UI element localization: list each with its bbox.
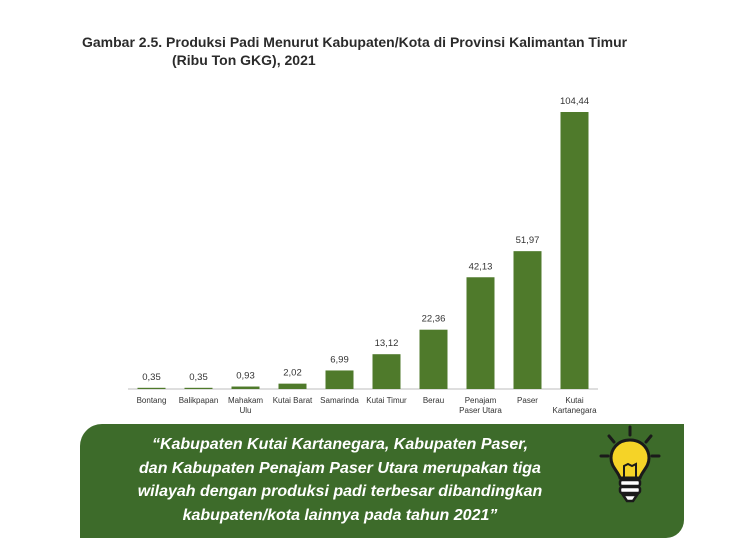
category-label-2-1: Ulu	[239, 406, 252, 415]
bar-3	[279, 384, 307, 389]
bar-5	[373, 354, 401, 389]
category-label-6-0: Berau	[422, 396, 445, 405]
quote-text	[96, 433, 584, 527]
bar-4	[326, 370, 354, 389]
bar-8	[514, 251, 542, 389]
category-label-8-0: Paser	[517, 396, 538, 405]
bar-7	[467, 277, 495, 389]
bar-0	[138, 388, 166, 389]
value-label-8: 51,97	[515, 235, 540, 247]
value-label-9: 104,44	[559, 96, 590, 107]
bar-1	[185, 388, 213, 389]
lightbulb-icon	[598, 424, 662, 508]
quote-line-4: kabupaten/kota lainnya pada tahun 2021”	[182, 506, 498, 524]
bar-6	[420, 330, 448, 389]
chart-title-line2: (Ribu Ton GKG), 2021	[172, 52, 316, 68]
category-label-0-0: Bontang	[136, 396, 167, 405]
value-label-2: 0,93	[236, 370, 255, 382]
chart-title-line1: Gambar 2.5. Produksi Padi Menurut Kabupaten/Kota di Provinsi Kalimantan Timur	[82, 34, 628, 50]
value-label-4: 6,99	[330, 354, 349, 366]
quote-line-1: “Kabupaten Kutai Kartanegara, Kabupaten Paser,	[151, 436, 529, 453]
value-label-7: 42,13	[468, 261, 493, 273]
value-label-5: 13,12	[374, 338, 399, 350]
quote-line-2: dan Kabupaten Penajam Paser Utara merupakan tiga	[139, 459, 541, 477]
category-label-9-1: Kartanegara	[552, 406, 597, 415]
category-label-2-0: Mahakam	[227, 396, 264, 405]
category-label-5-0: Kutai Timur	[366, 396, 407, 405]
value-label-0: 0,35	[142, 371, 161, 383]
category-label-7-0: Penajam	[464, 396, 497, 405]
category-label-7-1: Paser Utara	[459, 406, 502, 415]
value-label-3: 2,02	[283, 367, 302, 379]
category-labels-group	[137, 396, 597, 415]
category-label-9-0: Kutai	[565, 396, 584, 405]
category-label-1-0: Balikpapan	[178, 396, 219, 405]
value-label-6: 22,36	[421, 313, 446, 325]
category-label-4-0: Samarinda	[320, 396, 359, 405]
bars-group	[138, 112, 589, 389]
quote-line-3: wilayah dengan produksi padi terbesar dibandingkan	[137, 483, 543, 500]
bar-9	[561, 112, 589, 389]
bar-2	[232, 387, 260, 389]
value-label-1: 0,35	[189, 371, 208, 383]
category-label-3-0: Kutai Barat	[272, 396, 313, 405]
